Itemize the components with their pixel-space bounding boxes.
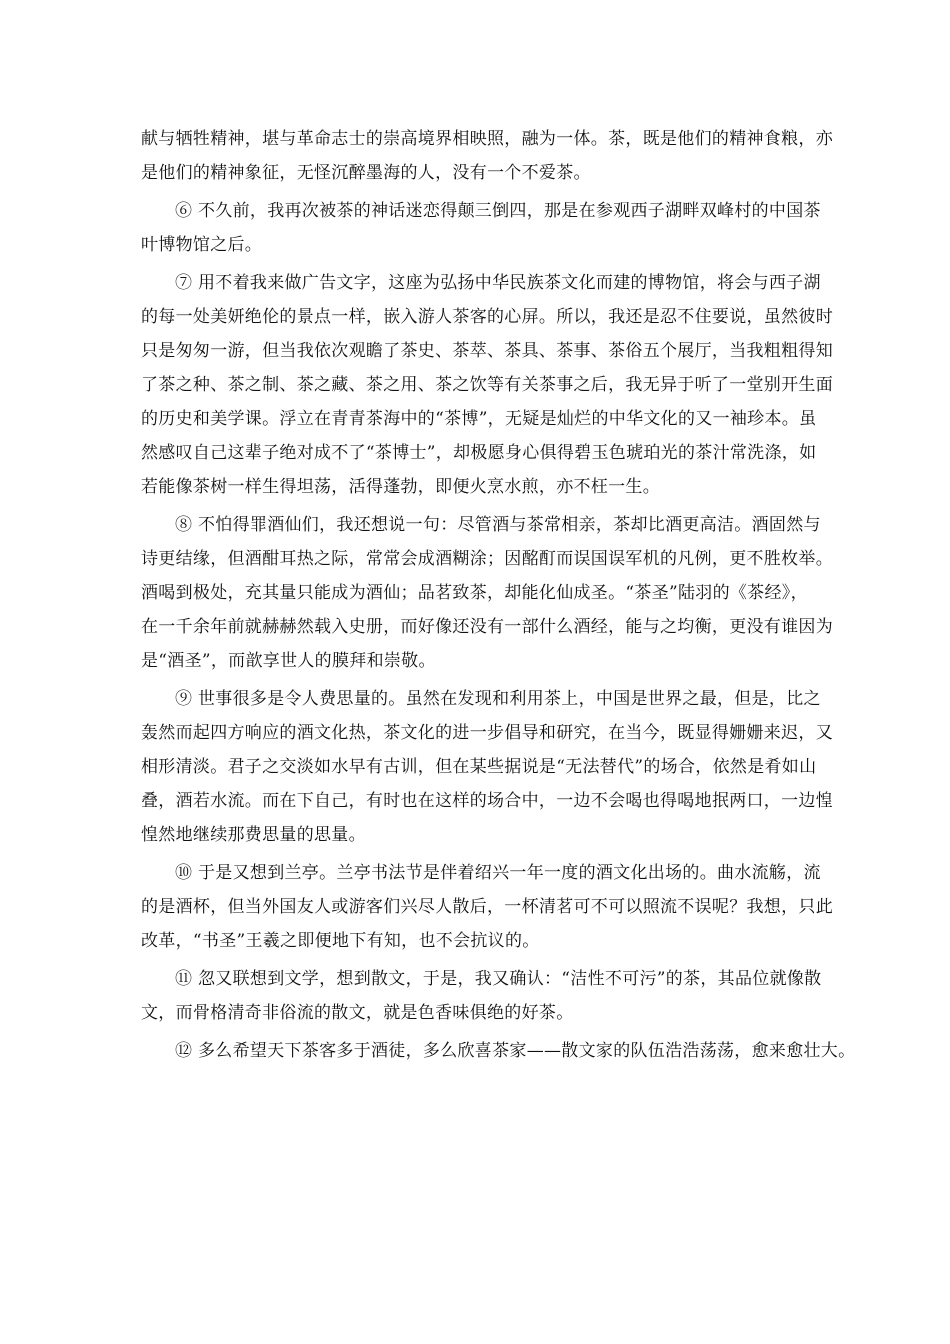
text-line: ⑫ 多么希望天下茶客多于酒徒，多么欣喜茶家——散文家的队伍浩浩荡荡，愈来愈壮大。 [175,1041,856,1061]
text-line: 在一千余年前就赫赫然载入史册，而好像还没有一部什么酒经，能与之均衡，更没有谁因为 [141,617,833,637]
text-line: ⑦ 用不着我来做广告文字，这座为弘扬中华民族茶文化而建的博物馆，将会与西子湖 [175,273,821,293]
text-line: 叶博物馆之后。 [141,235,263,255]
text-line: 叠，酒若水流。而在下自己，有时也在这样的场合中，一边不会喝也得喝地抿两口，一边惶 [141,791,833,811]
text-line: 的历史和美学课。浮立在青青茶海中的“茶博”，无疑是灿烂的中华文化的又一袖珍本。虽 [141,409,817,429]
text-line: 的每一处美妍绝伦的景点一样，嵌入游人茶客的心屏。所以，我还是忍不住要说，虽然彼时 [141,307,833,327]
text-line: 是他们的精神象征，无怪沉醉墨海的人，没有一个不爱茶。 [141,163,591,183]
text-line: ⑪ 忽又联想到文学，想到散文，于是，我又确认：“洁性不可污”的茶，其品位就像散 [175,969,822,989]
paragraph-p8 [141,508,833,678]
paragraph-p11 [141,962,821,1030]
text-line: 献与牺牲精神，堪与革命志士的崇高境界相映照，融为一体。茶，既是他们的精神食粮，亦 [141,129,833,149]
text-line: 只是匆匆一游，但当我依次观瞻了茶史、茶萃、茶具、茶事、茶俗五个展厅，当我粗粗得知 [141,341,833,361]
text-line: 若能像茶树一样生得坦荡，活得蓬勃，即便火烹水煎，亦不枉一生。 [141,477,660,497]
paragraph-p9 [141,682,833,852]
text-line: 是“酒圣”，而歆享世人的膜拜和崇敬。 [141,651,436,671]
text-line: 然感叹自己这辈子绝对成不了“茶博士”，却极愿身心俱得碧玉色琥珀光的茶汁常洗涤，如 [141,443,817,463]
text-line: ⑨ 世事很多是令人费思量的。虽然在发现和利用茶上，中国是世界之最，但是，比之 [175,689,821,709]
text-line: ⑩ 于是又想到兰亭。兰亭书法节是伴着绍兴一年一度的酒文化出场的。曲水流觞，流 [175,863,821,883]
paragraph-p6 [141,194,821,262]
text-line: ⑥ 不久前，我再次被茶的神话迷恋得颠三倒四，那是在参观西子湖畔双峰村的中国茶 [175,201,821,221]
text-line: ⑧ 不怕得罪酒仙们，我还想说一句：尽管酒与茶常相亲，茶却比酒更高洁。酒固然与 [175,515,821,535]
document-body [141,122,856,1068]
text-line: 了茶之种、茶之制、茶之藏、茶之用、茶之饮等有关茶事之后，我无异于听了一堂别开生面 [141,375,833,395]
paragraph-p12 [141,1034,856,1068]
paragraph-p5-continued [141,122,833,190]
text-line: 酒喝到极处，充其量只能成为酒仙；品茗致茶，却能化仙成圣。“茶圣”陆羽的《茶经》， [141,583,808,603]
text-line: 相形清淡。君子之交淡如水早有古训，但在某些据说是“无法替代”的场合，依然是肴如山 [141,757,817,777]
text-line: 文，而骨格清奇非俗流的散文，就是色香味俱绝的好茶。 [141,1003,574,1023]
paragraph-p7 [141,266,833,504]
text-line: 改革，“书圣”王羲之即便地下有知，也不会抗议的。 [141,931,540,951]
text-line: 诗更结缘，但酒酣耳热之际，常常会成酒糊涂；因酩酊而误国误军机的凡例，更不胜枚举。 [141,549,833,569]
text-line: 惶然地继续那费思量的思量。 [141,825,366,845]
text-line: 轰然而起四方响应的酒文化热，茶文化的进一步倡导和研究，在当今，既显得姗姗来迟，又 [141,723,833,743]
text-line: 的是酒杯，但当外国友人或游客们兴尽人散后，一杯清茗可不可以照流不误呢？我想，只此 [141,897,833,917]
paragraph-p10 [141,856,833,958]
